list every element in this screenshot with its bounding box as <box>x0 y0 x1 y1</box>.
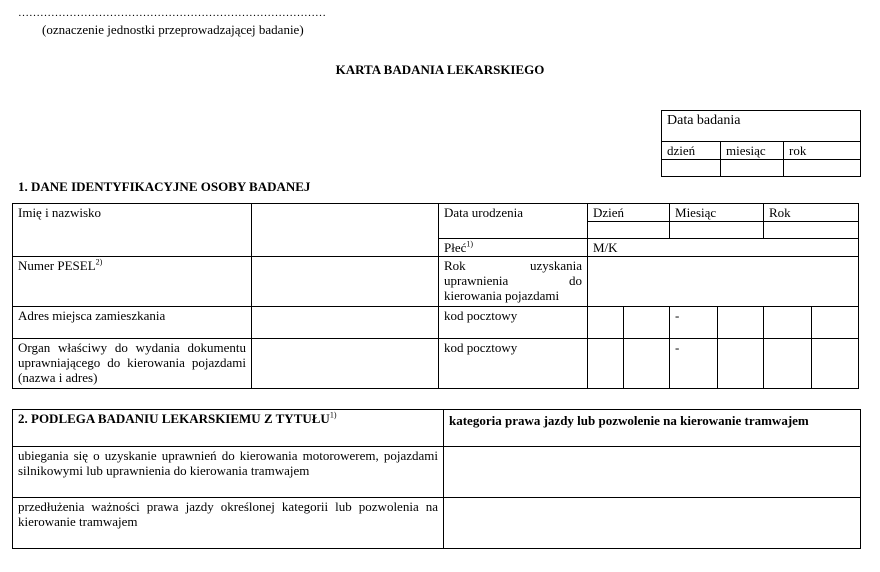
postal-code-label: kod pocztowy <box>439 307 588 339</box>
postal-digit-2[interactable] <box>624 307 670 339</box>
name-field[interactable] <box>252 204 439 257</box>
category-header: kategoria prawa jazdy lub pozwolenie na kierowanie tramwajem <box>444 410 861 447</box>
reason-renewal: przedłużenia ważności prawa jazdy określonej kategorii lub pozwolenia na kierowanie tramwajem <box>13 498 444 549</box>
sex-label: Płeć$^{1)}$ <box>439 239 588 257</box>
identification-table <box>12 203 859 389</box>
issuer-label: Organ właściwy do wydania dokumentu uprawniającego do kierowania pojazdami (nazwa i adres) <box>13 339 252 389</box>
unit-signature-line: ………………………………………………………………………… <box>18 7 326 19</box>
section1-heading: 1. DANE IDENTYFIKACYJNE OSOBY BADANEJ <box>18 179 311 194</box>
birth-day-field[interactable] <box>588 222 670 239</box>
section2-heading: 2. PODLEGA BADANIU LEKARSKIEMU Z TYTUŁU$^{1)}$ <box>13 410 444 447</box>
footnote-ref: 2) <box>95 257 103 267</box>
birth-year-field[interactable] <box>764 222 859 239</box>
birth-date-label: Data urodzenia <box>439 204 588 239</box>
exam-date-table <box>661 110 861 177</box>
pesel-label: Numer PESEL$^{2)}$ <box>13 257 252 307</box>
page-title: KARTA BADANIA LEKARSKIEGO <box>335 62 545 77</box>
exam-reason-table <box>12 409 861 549</box>
issuer-postal-label: kod pocztowy <box>439 339 588 389</box>
reason-renewal-category-field[interactable] <box>444 498 861 549</box>
issuer-postal-digit-1[interactable] <box>588 339 624 389</box>
exam-day-label: dzień <box>662 142 721 160</box>
exam-year-field[interactable] <box>784 160 861 177</box>
address-label: Adres miejsca zamieszkania <box>13 307 252 339</box>
postal-digit-3[interactable] <box>718 307 764 339</box>
reason-new-license-category-field[interactable] <box>444 447 861 498</box>
exam-day-field[interactable] <box>662 160 721 177</box>
birth-month-field[interactable] <box>670 222 764 239</box>
issuer-postal-dash: - <box>670 339 718 389</box>
postal-digit-5[interactable] <box>812 307 859 339</box>
sex-value[interactable]: M/K <box>588 239 859 257</box>
reason-new-license: ubiegania się o uzyskanie uprawnień do kierowania motorowerem, pojazdami silnikowymi lub uprawnienia do kierowania tramwajem <box>13 447 444 498</box>
issuer-postal-digit-3[interactable] <box>718 339 764 389</box>
unit-label: (oznaczenie jednostki przeprowadzającej badanie) <box>42 22 304 37</box>
footnote-ref: 1) <box>329 410 337 420</box>
address-field[interactable] <box>252 307 439 339</box>
pesel-field[interactable] <box>252 257 439 307</box>
birth-month-label: Miesiąc <box>670 204 764 222</box>
footnote-ref: 1) <box>466 239 474 249</box>
exam-month-field[interactable] <box>721 160 784 177</box>
issuer-postal-digit-5[interactable] <box>812 339 859 389</box>
birth-day-label: Dzień <box>588 204 670 222</box>
exam-date-label: Data badania <box>662 111 861 142</box>
postal-digit-1[interactable] <box>588 307 624 339</box>
exam-year-label: rok <box>784 142 861 160</box>
postal-digit-4[interactable] <box>764 307 812 339</box>
issuer-field[interactable] <box>252 339 439 389</box>
license-year-label: Rok uzyskania uprawnienia do kierowania pojazdami <box>439 257 588 307</box>
birth-year-label: Rok <box>764 204 859 222</box>
name-label: Imię i nazwisko <box>13 204 252 257</box>
issuer-postal-digit-4[interactable] <box>764 339 812 389</box>
postal-dash: - <box>670 307 718 339</box>
exam-month-label: miesiąc <box>721 142 784 160</box>
license-year-field[interactable] <box>588 257 859 307</box>
issuer-postal-digit-2[interactable] <box>624 339 670 389</box>
